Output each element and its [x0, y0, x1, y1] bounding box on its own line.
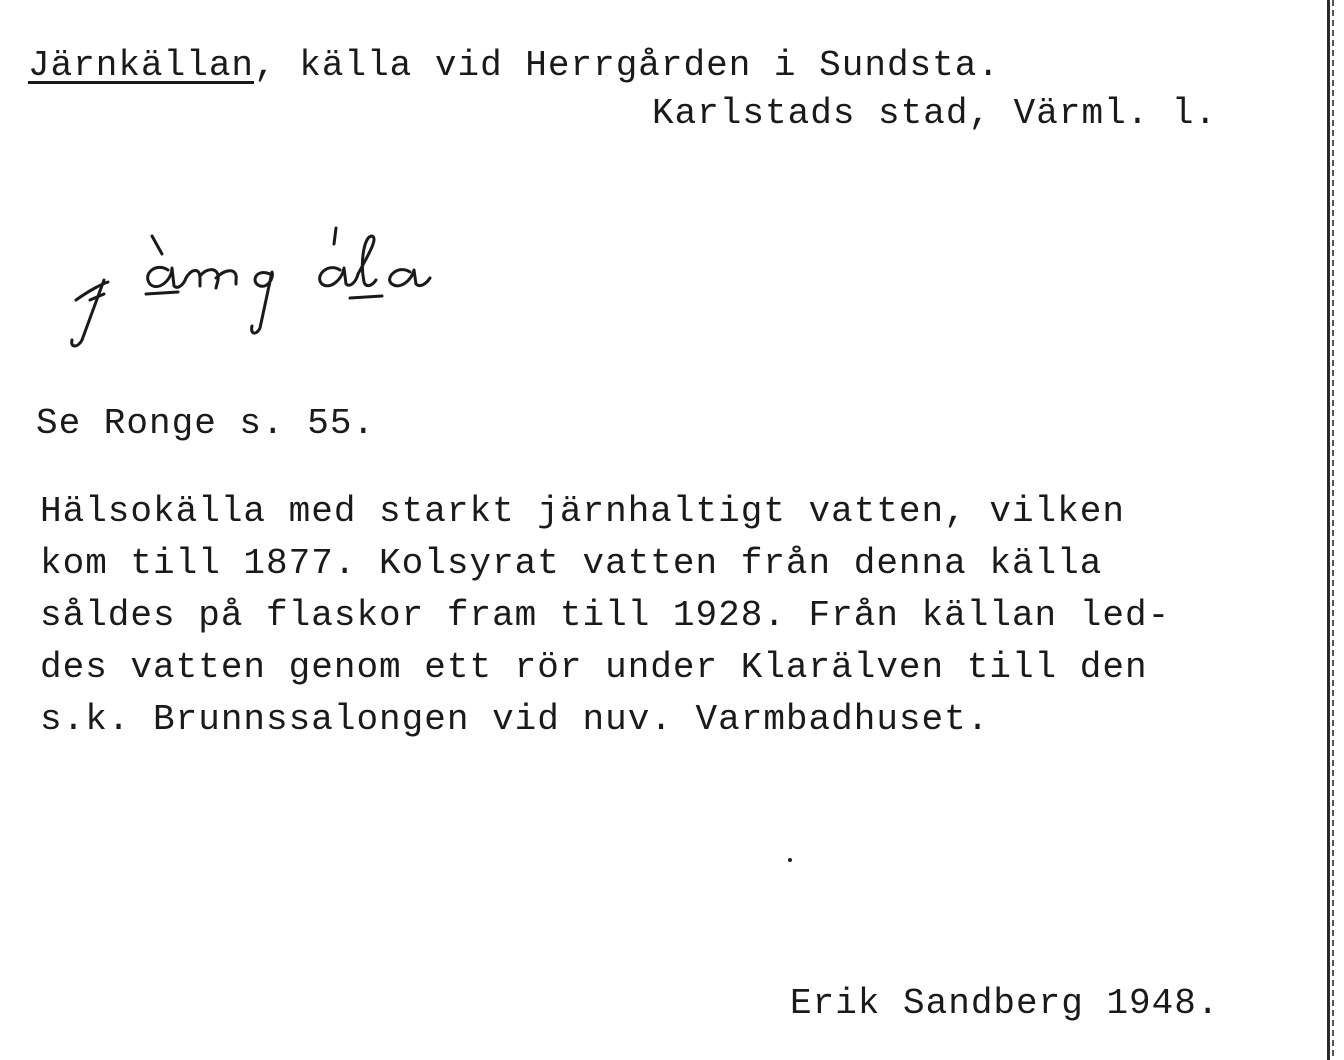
body-line: s.k. Brunnssalongen vid nuv. Varmbadhuset. — [40, 699, 990, 740]
location-line: Karlstads stad, Värml. l. — [652, 93, 1218, 134]
heading-rest: , källa vid Herrgården i Sundsta. — [254, 45, 1000, 86]
body-line: Hälsokälla med starkt järnhaltigt vatten, vilken — [40, 491, 1125, 532]
body-line: kom till 1877. Kolsyrat vatten från denna källa — [40, 543, 1103, 584]
heading-term: Järnkällan — [28, 45, 255, 86]
card-heading — [28, 44, 1000, 87]
handwritten-dialect-form — [60, 222, 440, 352]
reference-line: Se Ronge s. 55. — [36, 403, 376, 444]
body-line: des vatten genom ett rör under Klarälven till den — [40, 647, 1148, 688]
signature-line: Erik Sandberg 1948. — [790, 983, 1220, 1024]
card-edge — [1327, 0, 1344, 1060]
body-line: såldes på flaskor fram till 1928. Från källan led- — [40, 595, 1171, 636]
ink-speck — [788, 858, 792, 862]
